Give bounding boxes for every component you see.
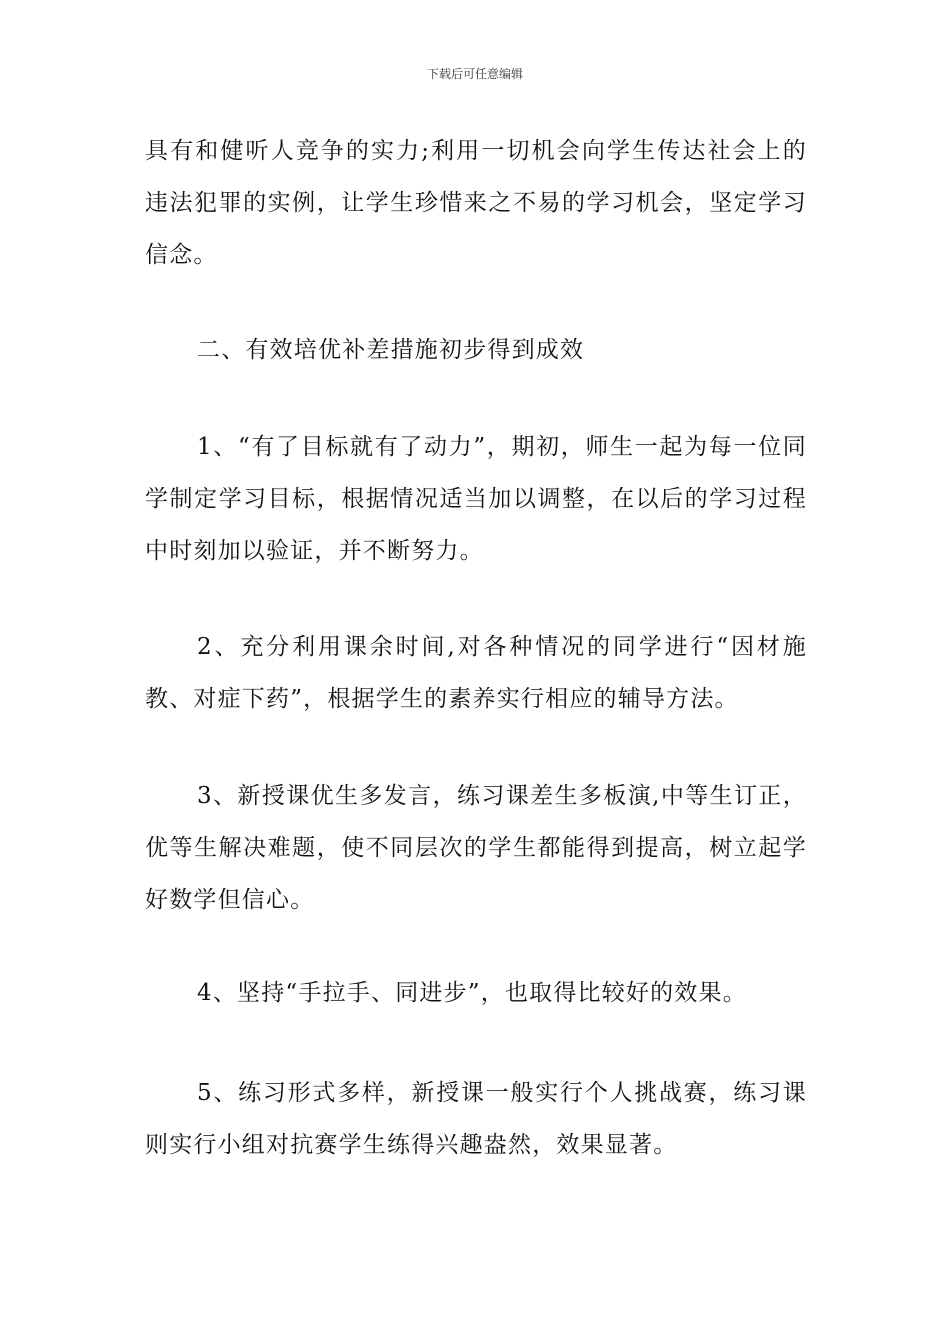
list-item-3: 3、新授课优生多发言，练习课差生多板演,中等生订正，优等生解决难题，使不同层次的学生都能得到提高，树立起学好数学但信心。 [145,783,807,913]
section-heading: 二、有效培优补差措施初步得到成效 [197,337,585,363]
list-item-4: 4、坚持“手拉手、同进步”，也取得比较好的效果。 [197,980,747,1006]
list-item-2: 2、充分利用课余时间,对各种情况的同学进行“因材施教、对症下药”，根据学生的素养实行相应的辅导方法。 [145,634,807,712]
list-item-1: 1、“有了目标就有了动力”，期初，师生一起为每一位同学制定学习目标，根据情况适当加以调整，在以后的学习过程中时刻加以验证，并不断努力。 [145,434,807,564]
page-header: 下载后可任意编辑 [426,67,523,81]
paragraph-continuation: 具有和健听人竞争的实力;利用一切机会向学生传达社会上的违法犯罪的实例，让学生珍惜来之不易的学习机会，坚定学习信念。 [145,138,807,268]
list-item-5: 5、练习形式多样，新授课一般实行个人挑战赛，练习课则实行小组对抗赛学生练得兴趣盎然，效果显著。 [145,1080,807,1158]
